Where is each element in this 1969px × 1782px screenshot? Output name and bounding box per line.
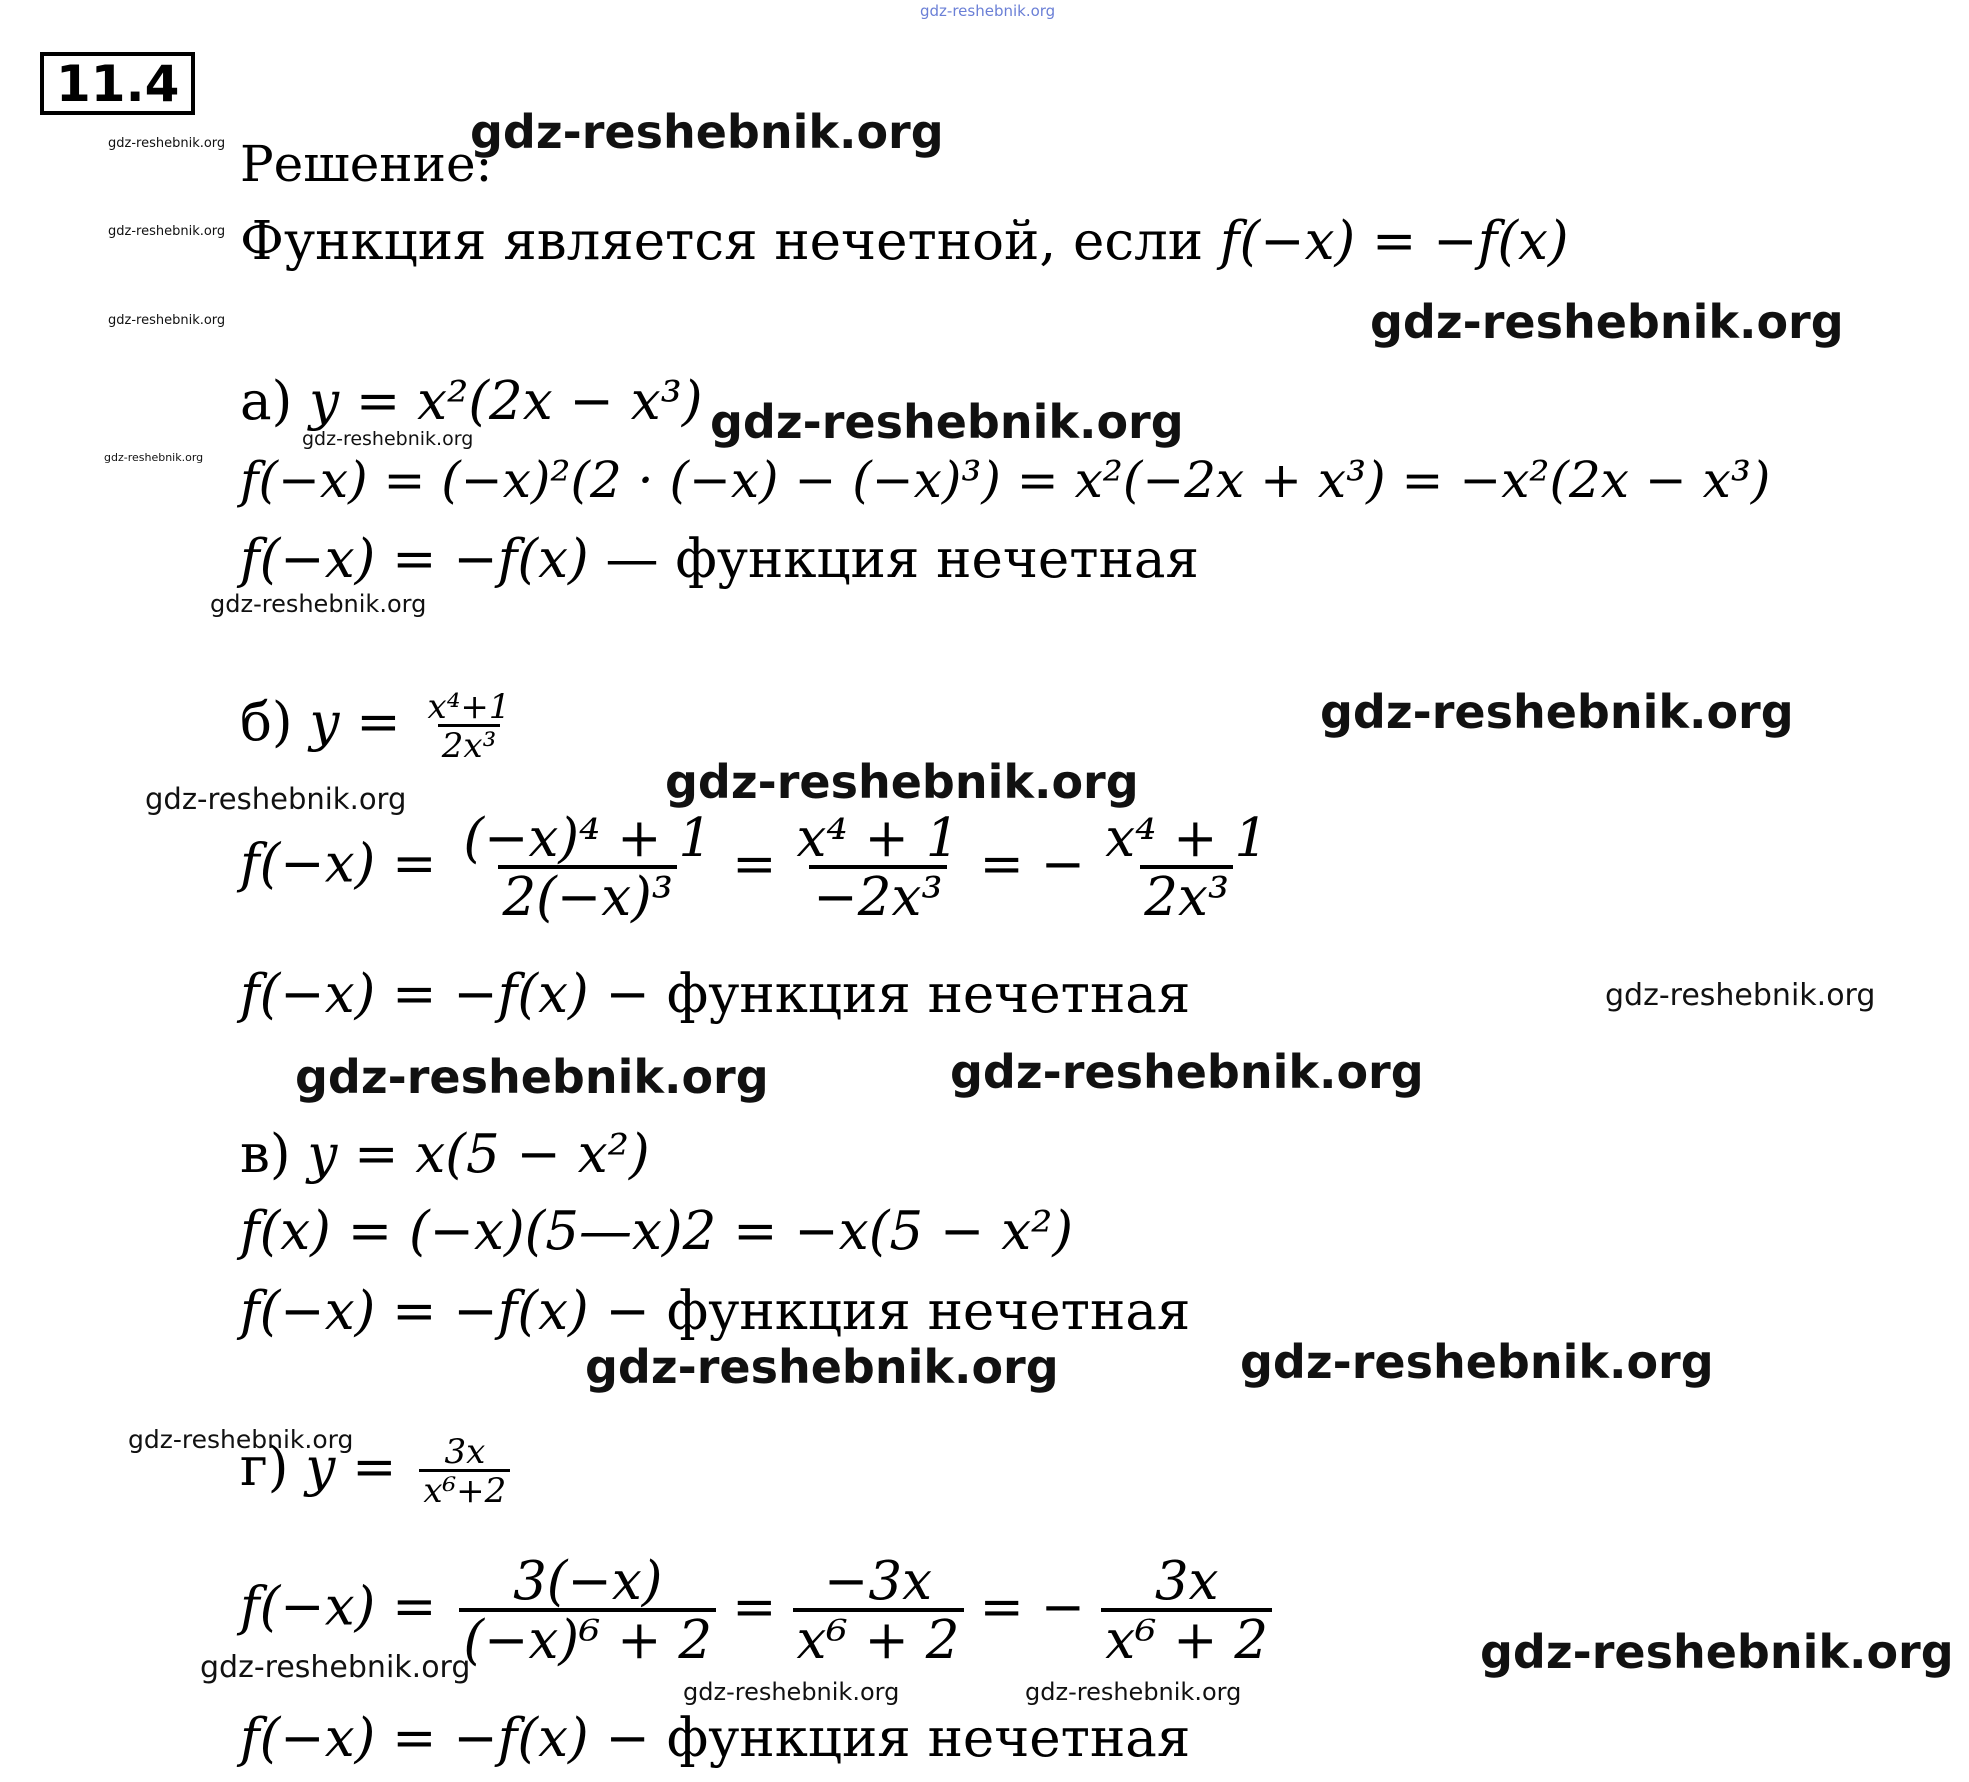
part-c-derivation: f(x) = (−x)(5—x)2 = −x(5 − x²) (240, 1201, 1074, 1262)
part-a-conclusion-text: — функция нечетная (605, 529, 1199, 590)
part-d-fraction-2-num: −3x (824, 1551, 933, 1612)
part-b-given-lhs: y = (309, 692, 401, 753)
watermark: gdz-reshebnik.org (710, 395, 1184, 449)
watermark: gdz-reshebnik.org (200, 1650, 471, 1685)
part-d-given-lhs: y = (305, 1437, 397, 1498)
part-c-given-line (240, 1124, 650, 1185)
watermark: gdz-reshebnik.org (920, 2, 1056, 20)
watermark: gdz-reshebnik.org (108, 313, 226, 328)
watermark: gdz-reshebnik.org (1605, 978, 1876, 1013)
watermark: gdz-reshebnik.org (665, 755, 1139, 809)
part-a-label: а) (240, 371, 293, 432)
definition-line (240, 211, 1569, 272)
watermark: gdz-reshebnik.org (1240, 1335, 1714, 1389)
part-b-fraction-1-num: (−x)⁴ + 1 (463, 808, 713, 869)
part-a-conclusion-formula: f(−x) = −f(x) (240, 529, 589, 590)
watermark: gdz-reshebnik.org (128, 1425, 354, 1454)
watermark: gdz-reshebnik.org (210, 590, 427, 618)
part-d-fraction-1-den: (−x)⁶ + 2 (459, 1608, 716, 1667)
part-d-given-numerator: 3x (444, 1432, 486, 1472)
part-d-fraction-2-den: x⁶ + 2 (793, 1608, 964, 1667)
part-d-fraction-3 (1101, 1551, 1272, 1671)
part-c-given: y = x(5 − x²) (307, 1124, 650, 1185)
watermark: gdz-reshebnik.org (108, 224, 226, 239)
part-b-derivation-lhs: f(−x) = (240, 833, 437, 895)
part-b-given-numerator: x⁴+1 (427, 687, 511, 727)
definition-text: Функция является нечетной, если (240, 211, 1204, 272)
watermark: gdz-reshebnik.org (108, 136, 226, 151)
watermark: gdz-reshebnik.org (1320, 685, 1794, 739)
task-number: 11.4 (56, 55, 180, 113)
part-d-conclusion-text: − функция нечетная (605, 1708, 1191, 1769)
part-b-fraction-3-den: 2x³ (1140, 865, 1233, 924)
part-b-fraction-2-den: −2x³ (809, 865, 946, 924)
part-c-conclusion-formula: f(−x) = −f(x) − (240, 1281, 650, 1342)
watermark: gdz-reshebnik.org (295, 1050, 769, 1104)
part-b-fraction-1 (459, 808, 716, 928)
part-a-conclusion (240, 529, 1199, 590)
part-d-derivation: f(−x) = $\frac{3(-x)}{\text{(−x)⁶ + 2}}$ = $\frac{-3x}{\text{x⁶ + 2}}$ = − $\frac{3x}{\text{x⁶ + 2}}$ (240, 1555, 1278, 1667)
watermark: gdz-reshebnik.org (1025, 1678, 1242, 1706)
task-number-box (40, 52, 195, 115)
part-b-given-denominator: 2x³ (438, 724, 500, 763)
part-b-fraction-3 (1101, 808, 1272, 928)
part-d-conclusion (240, 1708, 1191, 1769)
part-b-fraction-2 (793, 808, 964, 928)
part-b-conclusion-formula: f(−x) = −f(x) (240, 964, 589, 1025)
watermark: gdz-reshebnik.org (585, 1340, 1059, 1394)
part-d-fraction-1 (459, 1551, 716, 1671)
part-c-conclusion (240, 1281, 1191, 1342)
part-c-label: в) (240, 1124, 291, 1185)
part-b-label: б) (240, 692, 293, 753)
part-d-given-denominator: x⁶+2 (419, 1469, 510, 1508)
watermark: gdz-reshebnik.org (683, 1678, 900, 1706)
watermark: gdz-reshebnik.org (145, 782, 407, 816)
part-b-fraction-1-den: 2(−x)³ (498, 865, 677, 924)
watermark: gdz-reshebnik.org (470, 105, 944, 159)
watermark: gdz-reshebnik.org (1370, 295, 1844, 349)
part-d-label: г) (240, 1437, 289, 1498)
part-d-fraction-2 (793, 1551, 964, 1671)
part-a-derivation: f(−x) = (−x)²(2 · (−x) − (−x)³) = x²(−2x + x³) = −x²(2x − x³) (240, 451, 1771, 509)
part-d-given-fraction (419, 1432, 510, 1511)
part-b-fraction-2-num: x⁴ + 1 (796, 808, 960, 869)
part-d-derivation-lhs: f(−x) = (240, 1576, 437, 1638)
definition-formula: f(−x) = −f(x) (1219, 211, 1569, 272)
part-b-given-line (240, 687, 520, 766)
part-d-fraction-3-num: 3x (1154, 1551, 1219, 1612)
watermark: gdz-reshebnik.org (950, 1045, 1424, 1099)
part-b-derivation: f(−x) = $\frac{\text{(−x)⁴ + 1}}{\text{2(−x)³}}$ = $\frac{\text{x⁴ + 1}}{\text{−2x³}}$ = − $\frac{\text{x⁴ + 1}}{\text{2x³}}$ (240, 812, 1278, 924)
watermark: gdz-reshebnik.org (302, 428, 474, 450)
watermark: gdz-reshebnik.org (1480, 1625, 1954, 1679)
part-b-given-fraction (424, 687, 515, 766)
part-d-fraction-3-den: x⁶ + 2 (1101, 1608, 1272, 1667)
part-d-conclusion-formula: f(−x) = −f(x) (240, 1708, 589, 1769)
part-b-fraction-3-num: x⁴ + 1 (1105, 808, 1269, 869)
part-a-given: y = x²(2x − x³) (309, 371, 703, 432)
solution-label: Решение: (240, 135, 493, 193)
part-c-conclusion-text: функция нечетная (666, 1281, 1191, 1342)
part-b-conclusion-text: − функция нечетная (605, 964, 1191, 1025)
part-b-conclusion (240, 964, 1191, 1025)
part-a-given-line (240, 371, 703, 432)
part-d-fraction-1-num: 3(−x) (513, 1551, 663, 1612)
watermark: gdz-reshebnik.org (104, 451, 204, 464)
